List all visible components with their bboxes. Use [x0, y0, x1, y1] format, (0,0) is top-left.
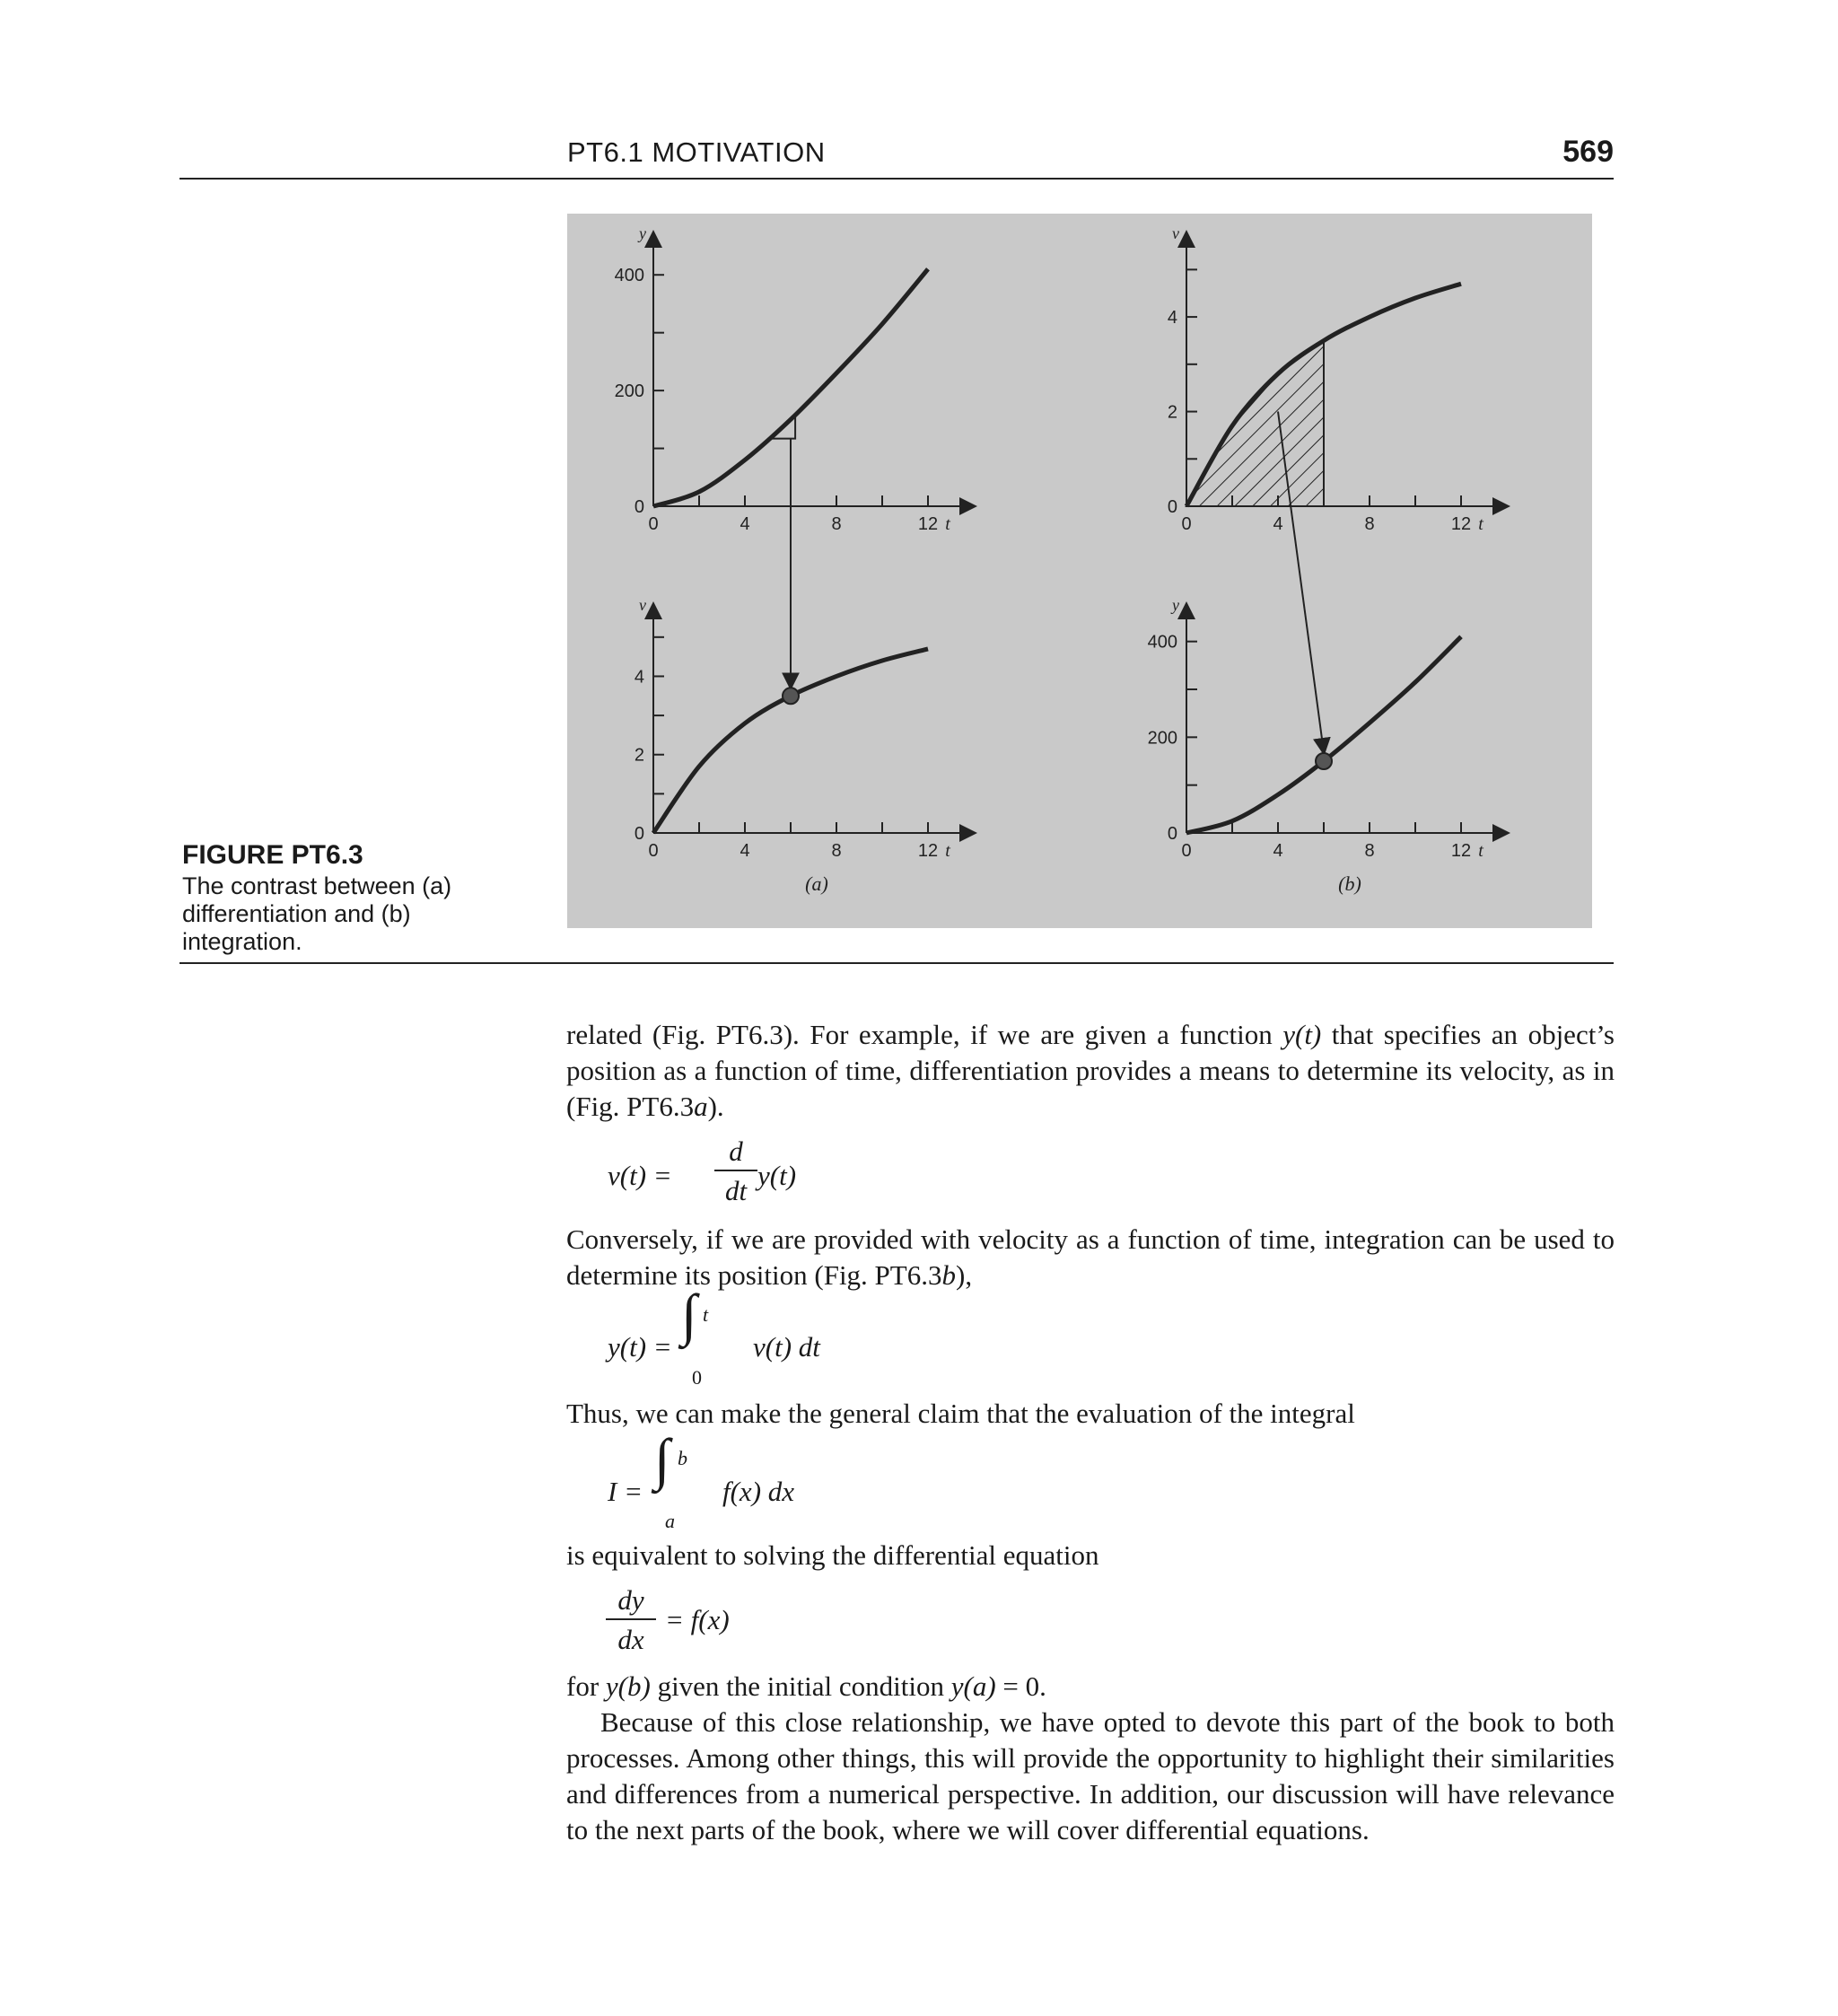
y-tick-label-b-top: 0 [1167, 497, 1177, 517]
x-tick-label-b-bottom: 8 [1364, 841, 1375, 861]
x-tick-label-b-top: 12 [1450, 514, 1472, 534]
y-tick-label-b-bottom: 200 [1147, 728, 1177, 749]
y-tick-label-b-bottom: 400 [1147, 632, 1177, 653]
page-number: 569 [1562, 135, 1614, 169]
figure-background [567, 214, 1592, 928]
x-tick-label-b-bottom: 4 [1273, 841, 1283, 861]
x-axis-label-a-bottom: t [945, 841, 950, 861]
body-text [566, 1017, 1615, 1848]
y-tick-label-b-top: 4 [1167, 308, 1177, 329]
paragraph-2: Conversely, if we are provided with velocity as a function of time, integration can be used to determine its position (Fig. PT6.3b), [566, 1223, 1615, 1291]
y-tick-label-a-top: 200 [614, 381, 644, 402]
panel-b-label: (b) [1338, 872, 1361, 895]
equation-position: y(t) = ∫ t 0 v(t) dt [608, 1283, 820, 1389]
y-tick-label-a-bottom: 0 [634, 824, 644, 844]
x-tick-label-a-bottom: 4 [740, 841, 750, 861]
x-tick-label-b-bottom: 0 [1181, 841, 1192, 861]
paragraph-6: Because of this close relationship, we have opted to devote this part of the book to both processes. Among other things, this will provide the opportunity to highlight their similarities and differences from a numerical perspective. In addition, our discussion will have relevance to the next parts of the book, where we will cover differential equations. [566, 1706, 1615, 1845]
y-axis-label-b-top: v [1172, 224, 1179, 242]
x-tick-label-a-bottom: 0 [648, 841, 659, 861]
running-title: PT6.1 MOTIVATION [567, 136, 826, 168]
x-tick-label-a-bottom: 12 [917, 841, 939, 861]
x-axis-label-b-bottom: t [1478, 841, 1484, 861]
figure-pt6-3 [567, 214, 1592, 928]
y-tick-label-b-top: 2 [1167, 402, 1177, 423]
paragraph-4: is equivalent to solving the differential equation [566, 1539, 1099, 1571]
paragraph-3: Thus, we can make the general claim that the evaluation of the integral [566, 1398, 1355, 1429]
caption-text: The contrast between (a) differentiation and (b) integration. [182, 872, 452, 955]
x-tick-label-a-top: 4 [740, 514, 750, 534]
equation-differential: dy dx = f(x) [566, 1573, 1615, 1669]
figure-bottom-rule [179, 962, 1614, 964]
equation-velocity: v(t) = d dt y(t) [608, 1135, 797, 1206]
x-tick-label-b-top: 4 [1273, 514, 1283, 534]
marker-point-a [783, 688, 799, 704]
x-tick-label-a-top: 0 [648, 514, 659, 534]
y-axis-label-a-top: y [639, 224, 646, 242]
x-axis-label-b-top: t [1478, 514, 1484, 534]
marker-point-b [1316, 753, 1332, 769]
x-axis-label-a-top: t [945, 514, 950, 534]
x-tick-label-a-top: 8 [831, 514, 842, 534]
x-tick-label-a-top: 12 [917, 514, 939, 534]
figure-label: FIGURE PT6.3 [182, 840, 363, 870]
y-tick-label-a-bottom: 2 [634, 745, 644, 766]
x-tick-label-a-bottom: 8 [831, 841, 842, 861]
y-tick-label-b-bottom: 0 [1167, 824, 1177, 844]
y-tick-label-a-bottom: 4 [634, 667, 644, 688]
x-tick-label-b-bottom: 12 [1450, 841, 1472, 861]
equation-integral: I = ∫ b a f(x) dx [608, 1427, 795, 1532]
y-tick-label-a-top: 400 [614, 266, 644, 286]
page-header [179, 135, 1614, 180]
y-axis-label-b-bottom: y [1172, 596, 1179, 614]
y-axis-label-a-bottom: v [639, 596, 646, 614]
paragraph-1: related (Fig. PT6.3). For example, if we are given a function y(t) that specifies an object’s position as a function of time, differentiation provides a means to determine its velocity, as in (Fig. PT6.3a). [566, 1019, 1615, 1122]
x-tick-label-b-top: 0 [1181, 514, 1192, 534]
x-tick-label-b-top: 8 [1364, 514, 1375, 534]
paragraph-5: for y(b) given the initial condition y(a) = 0. [566, 1670, 1046, 1702]
figure-caption [182, 841, 523, 956]
y-tick-label-a-top: 0 [634, 497, 644, 517]
panel-a-label: (a) [805, 872, 828, 895]
